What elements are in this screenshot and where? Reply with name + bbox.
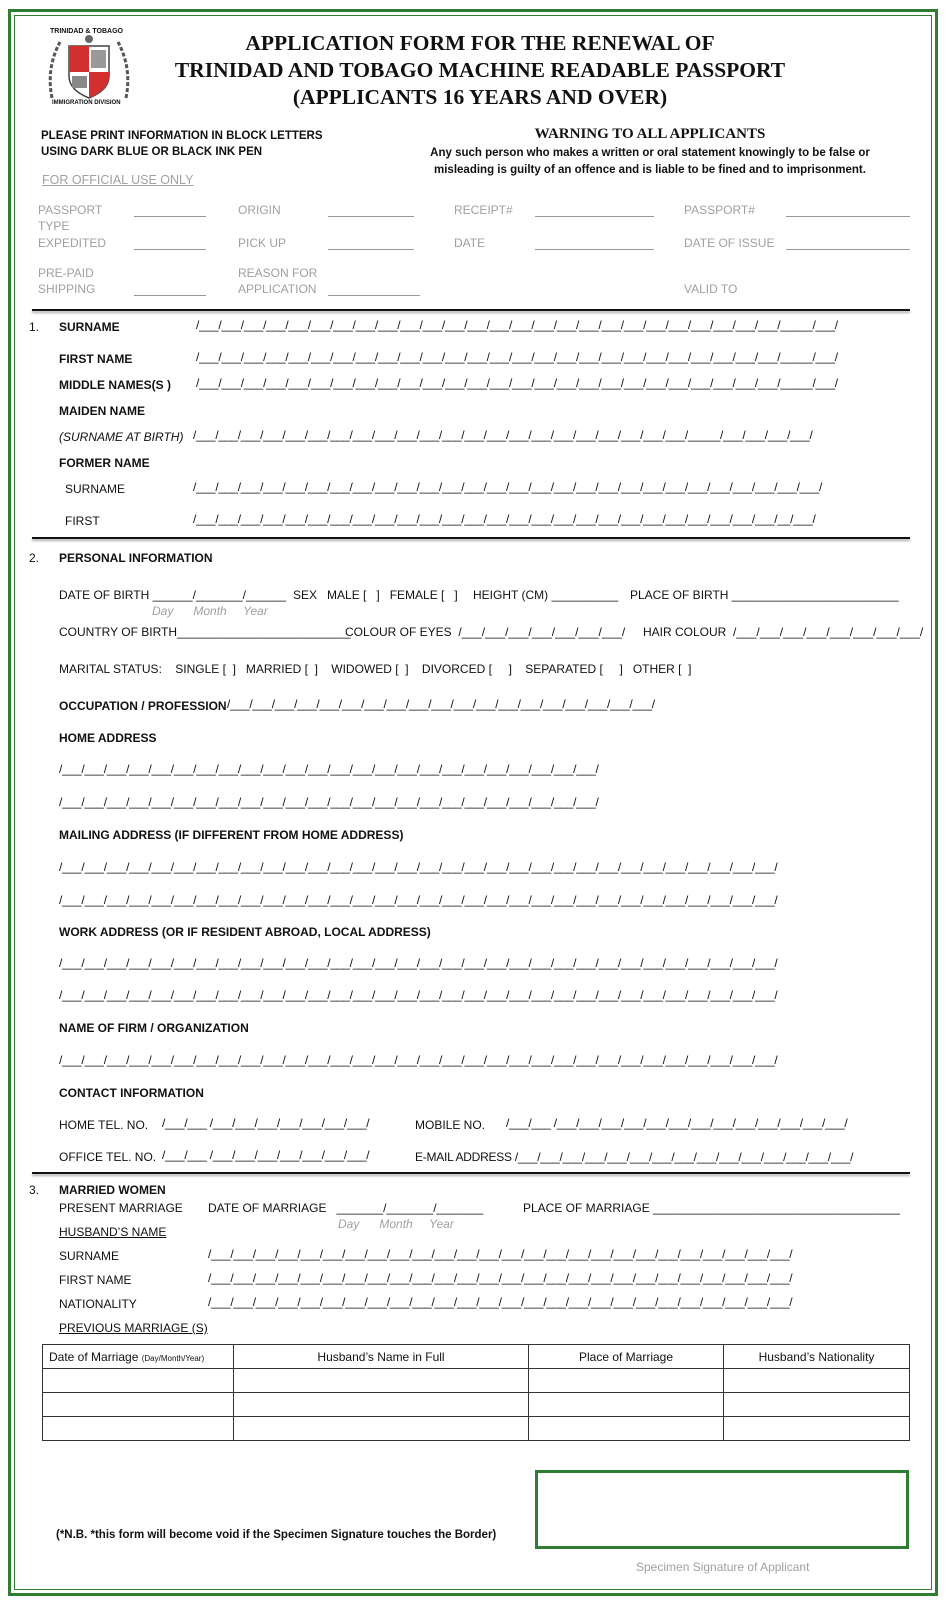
occupation-label: OCCUPATION / PROFESSION xyxy=(59,699,227,713)
surname-at-birth-label: (SURNAME AT BIRTH) xyxy=(59,430,184,444)
first-name-boxes[interactable]: /___/___/___/___/___/___/___/___/___/___/___/___/___/___/___/___/___/___/___/___/___/___/___/___/___/___/_____/___/ xyxy=(196,350,838,364)
date-of-birth-field[interactable]: DATE OF BIRTH ______/_______/______ xyxy=(59,588,287,602)
official-pickup-label: PICK UP xyxy=(238,236,287,250)
email-field[interactable]: E-MAIL ADDRESS /___/___/___/___/___/___/___/___/___/___/___/___/___/___/___/ xyxy=(415,1150,854,1164)
middle-names-label: MIDDLE NAMES(S ) xyxy=(59,378,171,392)
official-receipt-field[interactable] xyxy=(535,216,654,217)
home-address-boxes-2[interactable]: /___/___/___/___/___/___/___/___/___/___/___/___/___/___/___/___/___/___/___/___/___/___/___/___/ xyxy=(59,795,599,809)
table-cell[interactable] xyxy=(529,1393,724,1417)
official-passport-no-label: PASSPORT# xyxy=(684,203,755,217)
table-cell[interactable] xyxy=(234,1417,529,1441)
form-title-line-3: (APPLICANTS 16 YEARS AND OVER) xyxy=(292,85,668,109)
former-surname-label: SURNAME xyxy=(65,482,126,496)
home-address-label: HOME ADDRESS xyxy=(59,731,157,745)
maiden-name-boxes[interactable]: /___/___/___/___/___/___/___/___/___/___/___/___/___/___/___/___/___/___/___/___/___/___/_____/___/___/___/___/ xyxy=(193,428,813,442)
surname-boxes[interactable]: /___/___/___/___/___/___/___/___/___/___/___/___/___/___/___/___/___/___/___/___/___/___/___/___/___/___/_____/___/ xyxy=(196,318,838,332)
official-prepaid-label: PRE-PAID xyxy=(38,266,94,280)
col-date-note: (Day/Month/Year) xyxy=(141,1353,205,1363)
middle-names-boxes[interactable]: /___/___/___/___/___/___/___/___/___/___/___/___/___/___/___/___/___/___/___/___/___/___/___/___/___/___/_____/___/ xyxy=(196,376,838,390)
col-date-of-marriage xyxy=(43,1345,234,1369)
form-title-line-1: APPLICATION FORM FOR THE RENEWAL OF xyxy=(245,31,715,55)
colour-of-eyes-field[interactable]: COLOUR OF EYES /___/___/___/___/___/___/___/ xyxy=(345,625,626,639)
official-reason-label: REASON FOR xyxy=(238,266,318,280)
official-receipt-label: RECEIPT# xyxy=(454,203,513,217)
section-divider-3 xyxy=(32,1172,910,1174)
former-first-boxes[interactable]: /___/___/___/___/___/___/___/___/___/___/___/___/___/___/___/___/___/___/___/___/___/___/___/___/___/___/__/___/ xyxy=(193,512,816,526)
place-of-birth-field[interactable]: PLACE OF BIRTH _________________________ xyxy=(630,588,899,602)
home-address-boxes-1[interactable]: /___/___/___/___/___/___/___/___/___/___/___/___/___/___/___/___/___/___/___/___/___/___/___/___/ xyxy=(59,762,599,776)
official-shipping-label: SHIPPING xyxy=(38,282,96,296)
official-passport-type-label: PASSPORT xyxy=(38,203,103,217)
table-cell[interactable] xyxy=(43,1369,234,1393)
official-use-heading: FOR OFFICIAL USE ONLY xyxy=(42,173,194,187)
table-cell[interactable] xyxy=(529,1417,724,1441)
mobile-boxes[interactable]: /___/___ /___/___/___/___/___/___/___/___/___/___/___/___/___/ xyxy=(506,1116,848,1130)
surname-label: SURNAME xyxy=(59,320,120,334)
firm-boxes[interactable]: /___/___/___/___/___/___/___/___/___/___/___/___/___/___/___/___/___/___/___/___/___/___/___/___/___/___/___/___/___/___/___/___/ xyxy=(59,1053,778,1067)
husband-first-name-boxes[interactable]: /___/___/___/___/___/___/___/___/___/___/___/___/___/___/___/___/___/___/___/___/___/___/___/___/___/___/ xyxy=(208,1271,793,1285)
warning-line-2: misleading is guilty of an offence and is liable to be fined and to imprisonment. xyxy=(434,164,866,176)
home-tel-label: HOME TEL. NO. xyxy=(59,1118,149,1132)
marital-status-checkboxes[interactable]: MARITAL STATUS: SINGLE [ ] MARRIED [ ] WIDOWED [ ] DIVORCED [ ] SEPARATED [ ] OTHER [ ] xyxy=(59,662,692,676)
contact-info-heading: CONTACT INFORMATION xyxy=(59,1086,204,1100)
official-passport-type-label-2: TYPE xyxy=(38,219,70,233)
first-name-label: FIRST NAME xyxy=(59,352,133,366)
official-date-of-issue-label: DATE OF ISSUE xyxy=(684,236,775,250)
former-surname-boxes[interactable]: /___/___/___/___/___/___/___/___/___/___/___/___/___/___/___/___/___/___/___/___/___/___/___/___/___/___/___/___/ xyxy=(193,480,823,494)
table-cell[interactable] xyxy=(43,1393,234,1417)
official-valid-to-label: VALID TO xyxy=(684,282,738,296)
personal-info-heading: PERSONAL INFORMATION xyxy=(59,551,213,565)
official-expedited-field[interactable] xyxy=(134,249,206,250)
official-expedited-label: EXPEDITED xyxy=(38,236,107,250)
sex-checkboxes[interactable]: SEX MALE [ ] FEMALE [ ] xyxy=(293,588,458,602)
hair-colour-field[interactable]: HAIR COLOUR /___/___/___/___/___/___/___/___/ xyxy=(643,625,924,639)
husbands-name-heading: HUSBAND’S NAME xyxy=(59,1225,167,1239)
table-cell[interactable] xyxy=(724,1393,910,1417)
country-of-birth-field[interactable]: COUNTRY OF BIRTH__________________________ xyxy=(59,625,351,639)
married-women-heading: MARRIED WOMEN xyxy=(59,1183,166,1197)
table-cell[interactable] xyxy=(724,1417,910,1441)
official-passport-type-field[interactable] xyxy=(134,216,206,217)
section-divider-1 xyxy=(32,309,910,311)
official-origin-label: ORIGIN xyxy=(238,203,281,217)
home-tel-boxes[interactable]: /___/___ /___/___/___/___/___/___/___/ xyxy=(162,1116,370,1130)
office-tel-label: OFFICE TEL. NO. xyxy=(59,1150,157,1164)
official-date-of-issue-field[interactable] xyxy=(786,249,910,250)
official-passport-no-field[interactable] xyxy=(786,216,910,217)
work-address-label: WORK ADDRESS (OR IF RESIDENT ABROAD, LOCAL ADDRESS) xyxy=(59,925,431,939)
place-of-marriage-field[interactable]: PLACE OF MARRIAGE _____________________________________ xyxy=(523,1201,900,1215)
table-cell[interactable] xyxy=(724,1369,910,1393)
table-row xyxy=(43,1417,910,1441)
table-header-row xyxy=(43,1345,910,1369)
section-3-number: 3. xyxy=(29,1183,40,1197)
table-cell[interactable] xyxy=(234,1369,529,1393)
table-row xyxy=(43,1393,910,1417)
table-row xyxy=(43,1369,910,1393)
former-first-label: FIRST xyxy=(65,514,100,528)
official-reason-field[interactable] xyxy=(328,295,420,296)
specimen-signature-box[interactable] xyxy=(535,1470,909,1549)
section-1-number: 1. xyxy=(29,320,40,334)
logo-top-text: TRINIDAD & TOBAGO xyxy=(50,28,123,35)
warning-line-1: Any such person who makes a written or oral statement knowingly to be false or xyxy=(430,147,870,159)
husband-surname-boxes[interactable]: /___/___/___/___/___/___/___/___/___/___/___/___/___/___/___/___/___/___/___/___/___/___/___/___/___/___/ xyxy=(208,1247,793,1261)
official-date-label: DATE xyxy=(454,236,486,250)
previous-marriages-heading: PREVIOUS MARRIAGE (S) xyxy=(59,1321,208,1335)
mobile-label: MOBILE NO. xyxy=(415,1118,486,1132)
husband-nationality-label: NATIONALITY xyxy=(59,1297,137,1311)
husband-surname-label: SURNAME xyxy=(59,1249,120,1263)
date-of-marriage-field[interactable]: DATE OF MARRIAGE _______/_______/_______ xyxy=(208,1201,484,1215)
work-address-boxes-2[interactable]: /___/___/___/___/___/___/___/___/___/___/___/___/___/___/___/___/___/___/___/___/___/___/___/___/___/___/___/___/___/___/___/___/ xyxy=(59,988,778,1002)
firm-label: NAME OF FIRM / ORGANIZATION xyxy=(59,1021,249,1035)
signature-label: Specimen Signature of Applicant xyxy=(636,1560,810,1574)
maiden-name-label: MAIDEN NAME xyxy=(59,404,145,418)
void-warning-note: (*N.B. *this form will become void if the Specimen Signature touches the Border) xyxy=(56,1529,497,1541)
instruction-line-1: PLEASE PRINT INFORMATION IN BLOCK LETTERS xyxy=(41,130,323,142)
instruction-line-2: USING DARK BLUE OR BLACK INK PEN xyxy=(41,146,263,158)
logo-bottom-text: IMMIGRATION DIVISION xyxy=(52,100,121,106)
section-divider-2 xyxy=(32,537,910,539)
table-cell[interactable] xyxy=(529,1369,724,1393)
mailing-address-boxes-2[interactable]: /___/___/___/___/___/___/___/___/___/___/___/___/___/___/___/___/___/___/___/___/___/___/___/___/___/___/___/___/___/___/___/___/ xyxy=(59,893,778,907)
husband-first-name-label: FIRST NAME xyxy=(59,1273,132,1287)
table-cell[interactable] xyxy=(234,1393,529,1417)
table-cell[interactable] xyxy=(43,1417,234,1441)
official-application-label: APPLICATION xyxy=(238,282,317,296)
office-tel-boxes[interactable]: /___/___ /___/___/___/___/___/___/___/ xyxy=(162,1148,370,1162)
previous-marriages-table xyxy=(42,1344,910,1441)
warning-title: WARNING TO ALL APPLICANTS xyxy=(534,126,766,142)
mailing-address-label: MAILING ADDRESS (IF DIFFERENT FROM HOME ADDRESS) xyxy=(59,828,404,842)
present-marriage-label: PRESENT MARRIAGE xyxy=(59,1201,183,1215)
col-husband-nationality: Husband’s Nationality xyxy=(724,1345,910,1369)
work-address-boxes-1[interactable]: /___/___/___/___/___/___/___/___/___/___/___/___/___/___/___/___/___/___/___/___/___/___/___/___/___/___/___/___/___/___/___/___/ xyxy=(59,956,778,970)
mailing-address-boxes-1[interactable]: /___/___/___/___/___/___/___/___/___/___/___/___/___/___/___/___/___/___/___/___/___/___/___/___/___/___/___/___/___/___/___/___/ xyxy=(59,860,778,874)
dob-format-hint: Day Month Year xyxy=(152,604,268,618)
form-title-line-2: TRINIDAD AND TOBAGO MACHINE READABLE PASSPORT xyxy=(174,58,786,82)
husband-nationality-boxes[interactable]: /___/___/___/___/___/___/___/___/___/___/___/___/___/___/___/___/___/___/___/___/___/___/___/___/___/___/ xyxy=(208,1295,793,1309)
immigration-crest-logo xyxy=(44,28,134,108)
col-date-label: Date of Marriage xyxy=(49,1349,139,1364)
former-name-label: FORMER NAME xyxy=(59,456,150,470)
occupation-boxes[interactable]: /___/___/___/___/___/___/___/___/___/___/___/___/___/___/___/___/___/___/___/ xyxy=(227,697,655,711)
section-2-number: 2. xyxy=(29,551,40,565)
official-origin-field[interactable] xyxy=(328,216,414,217)
col-husband-name: Husband’s Name in Full xyxy=(234,1345,529,1369)
col-place-of-marriage: Place of Marriage xyxy=(529,1345,724,1369)
official-prepaid-field[interactable] xyxy=(134,295,206,296)
height-field[interactable]: HEIGHT (CM) __________ xyxy=(473,588,619,602)
marriage-date-hint: Day Month Year xyxy=(338,1217,454,1231)
official-date-field[interactable] xyxy=(535,249,654,250)
official-pickup-field[interactable] xyxy=(328,249,414,250)
